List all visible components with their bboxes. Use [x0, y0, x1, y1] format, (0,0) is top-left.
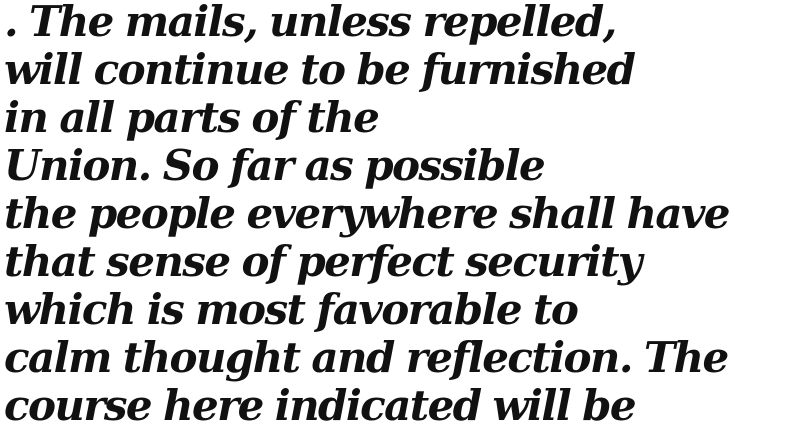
text-line-7: which is most favorable to — [4, 285, 578, 334]
text-line-5: the people everywhere shall have — [4, 189, 729, 238]
text-line-4: Union. So far as possible — [4, 141, 545, 190]
text-line-3: in all parts of the — [4, 93, 379, 142]
text-line-6: that sense of perfect security — [4, 237, 641, 286]
text-line-9: course here indicated will be — [4, 381, 636, 430]
text-line-1: . The mails, unless repelled, — [4, 0, 616, 46]
text-line-2: will continue to be furnished — [4, 45, 635, 94]
passage-text — [4, 0, 729, 430]
text-line-8: calm thought and reflection. The — [4, 333, 728, 382]
